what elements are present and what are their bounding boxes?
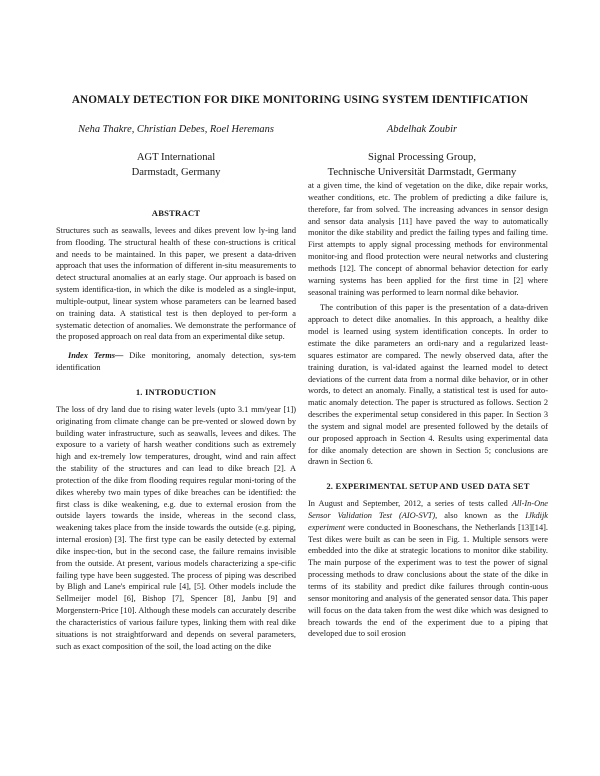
affiliation-right	[300, 151, 544, 180]
section2-emphasis-aio: All-In-One Sensor Validation Test (AIO-SVT)	[308, 499, 548, 520]
authors-left: Neha Thakre, Christian Debes, Roel Heremans	[78, 124, 274, 135]
intro-paragraph-1-continued: at a given time, the kind of vegetation on the dike, dike repair works, weather conditions, etc. The problem of predicting a dike failure is, therefore, far from solved. The increasing advances in sensor design and sensor data analysis [11] have paved the way to automatically monitor the dike stability and predict the failing types and failing time. First attempts to apply signal processing methods for environmental monitor-ing and flood protection were neural networks and clustering methods [12]. The concept of abnormal behavior detection for early warning systems has been applied for the first time in [2] where seasonal training was performed to learn normal dike behavior.	[308, 181, 548, 297]
abstract-heading: ABSTRACT	[151, 208, 201, 218]
affiliation-left-line1: AGT International	[136, 152, 216, 163]
index-terms-text: Dike monitoring, anomaly detection, sys-tem identification	[56, 351, 296, 373]
index-terms-label: Index Terms—	[68, 351, 124, 361]
section2-emphasis-ijkdijk: IJkdijk experiment	[308, 510, 548, 532]
abstract-text: Structures such as seawalls, levees and dikes prevent low ly-ing land from flooding. The structural health of these con-structions is critical and needs to be maintained. In this paper, we present a data-driven approach that uses the information of different in-situ measurements to detect structural anomalies at an early stage. Our approach is based on system identifica-tion, in which the dike is modeled as a single-input, multiple-output, linear system whose parameters can be learned based on training data. A statistical test is then deployed to per-form a systematic detection of anomalies. We demonstrate the performance of the proposed approach on real data from an experimental dike setup.	[56, 225, 296, 342]
affiliation-left-line2: Darmstadt, Germany	[131, 166, 221, 178]
section2-text-a: In August and September, 2012, a series of tests called	[308, 499, 512, 509]
right-column	[308, 180, 548, 640]
section2-text-b: , also known as the	[435, 510, 526, 520]
affiliation-right-line1: Signal Processing Group,	[368, 152, 476, 163]
affiliation-left	[56, 151, 296, 180]
intro-paragraph-2: The contribution of this paper is the presentation of a data-driven approach to detect dike anomalies. In this approach, a healthy dike model is learned using system identification concepts. In order to estimate the dike parameters an ordi-nary and a regularized least-squares estimator are compared. The newly observed data, after the training duration, is val-idated against the learned model to detect deviations of the current data from a normal dike behavior, or in other words, to detect an anomaly. Finally, a statistical test is used for auto-matic anomaly detection. The paper is structured as follows. Section 2 describes the experimental setup considered in this paper. In Section 3 the system and signal model are presented followed by the details of our proposed approach in Section 4. Results using experimental data for dike anomaly detection are shown in Section 5; conclusions are drawn in Section 6.	[308, 303, 548, 467]
paper-title: ANOMALY DETECTION FOR DIKE MONITORING USING SYSTEM IDENTIFICATION	[71, 94, 529, 106]
section2-paragraph	[308, 498, 548, 640]
section2-heading: 2. EXPERIMENTAL SETUP AND USED DATA SET	[326, 481, 530, 492]
affiliation-right-line2: Technische Universität Darmstadt, Germany	[327, 166, 517, 178]
intro-heading: 1. INTRODUCTION	[135, 386, 217, 397]
authors-right: Abdelhak Zoubir	[386, 124, 458, 135]
left-column	[56, 208, 296, 653]
index-terms	[56, 350, 296, 374]
intro-paragraph-1: The loss of dry land due to rising water levels (upto 3.1 mm/year [1]) originating from climate change can be pre-vented or slowed down by building water infrastructure, such as seawalls, levees and dikes. The exposure to a variety of harsh weather conditions such as extremely high and ex-tremely low temperatures, drought, wind and rain affect the stability of the structures and can lead to dike breach [2]. A protection of the dike from flooding requires regular moni-toring of the dikes whereby two main types of dike breaches can be identified: the first class is dike weakening, e.g. due to external erosion from the outside layers towards the inside, whereas in the second class, weakening takes place from the inside towards the outside (e.g. piping, internal erosion) [3]. The first type can be easily detected by external dike inspec-tion, but in the second case, the failure remains invisible from the outside. At present, various models characterizing a spe-cific failing type have been suggested. The process of piping was described by Bligh and Lane's empirical rule [4], [5]. Other models include the Sellmeijer model [6], Bishop [7], Spencer [8], Janbu [9] and Morgenstern-Price [10]. Although these models can accurately describe the characteristics of various failure types, linking them with real dike situations is not straightforward and depends on several parameters, such as exact composition of the soil, the load acting on the dike	[56, 404, 296, 651]
section2-text-c: were conducted in Booneschans, the Netherlands [13][14]. Test dikes were built as can be seen in Fig. 1. Multiple sensors were embedded into the dike at strategic locations to monitor dike stability. The main purpose of the experiment was to test the power of signal processing methods to draw conclusions about the state of the dike in terms of its stability and predict dike failures through contin-uous sensor monitoring and analysis of the generated sensor data. This paper will focus on the data taken from the west dike which was designed to breach towards the end of the experiment due to a piping that developed due to soil erosion	[308, 522, 548, 639]
